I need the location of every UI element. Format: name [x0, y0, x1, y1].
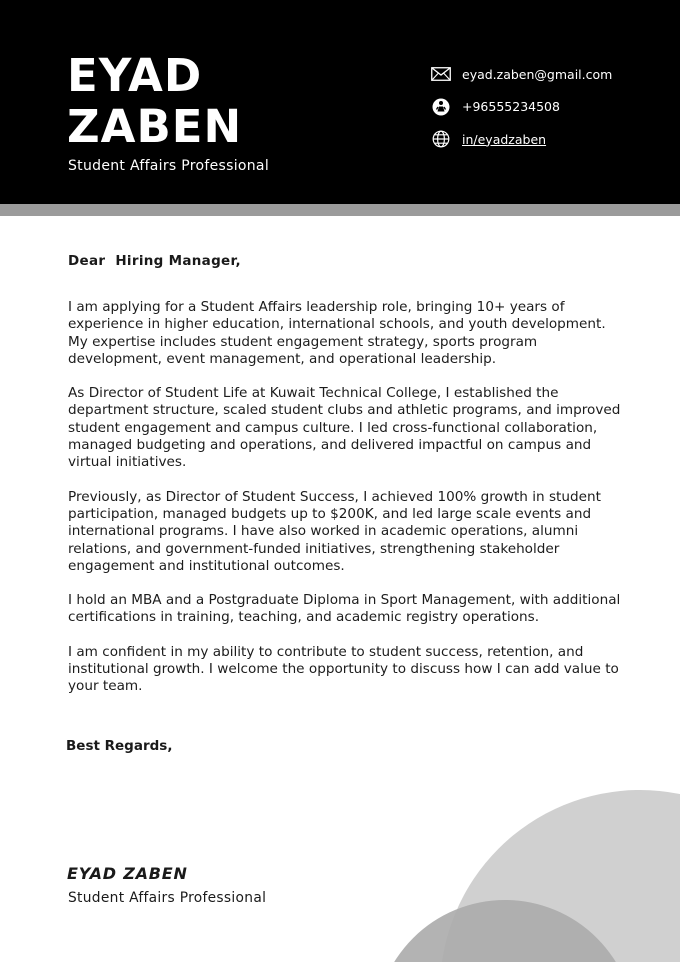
paragraph-4: I hold an MBA and a Postgraduate Diploma in Sport Management, with additional certifications in training, teaching, and academic registry operations.: [68, 592, 621, 626]
closing: Best Regards,: [66, 738, 173, 754]
envelope-icon: [431, 64, 451, 84]
decorative-circle-small: [375, 900, 635, 962]
contact-list: [431, 64, 612, 162]
globe-icon: [431, 129, 451, 149]
contact-linkedin-link[interactable]: in/eyadzaben: [462, 131, 547, 147]
salutation: Dear Hiring Manager,: [68, 253, 241, 269]
signature-name: EYAD ZABEN: [67, 864, 188, 883]
phone-person-icon: [431, 97, 451, 117]
name-line-2: ZABEN: [67, 100, 243, 153]
name-line-1: EYAD: [67, 49, 203, 102]
paragraph-5: I am confident in my ability to contribute to student success, retention, and institutional growth. I welcome the opportunity to discuss how I can add value to your team.: [68, 643, 619, 695]
header-stripe: [0, 204, 680, 216]
contact-phone[interactable]: [431, 97, 612, 117]
decorative-circle-large: [440, 790, 680, 962]
contact-phone-text: +96555234508: [462, 99, 560, 114]
letter-body: [68, 299, 628, 713]
contact-email-text: eyad.zaben@gmail.com: [462, 66, 613, 82]
contact-email[interactable]: [431, 64, 612, 84]
applicant-role: Student Affairs Professional: [68, 158, 270, 174]
contact-linkedin[interactable]: [431, 129, 612, 149]
applicant-name: [67, 50, 242, 152]
signature-role: Student Affairs Professional: [68, 890, 267, 906]
paragraph-2: As Director of Student Life at Kuwait Technical College, I established the department structure, scaled student clubs and athletic programs, and improved student engagement and campus culture. I led cross-functional collaboration, managed budgeting and operations, and delivered impactful on campus and virtual initiatives.: [68, 385, 621, 471]
paragraph-3: Previously, as Director of Student Success, I achieved 100% growth in student participation, managed budgets up to $200K, and led large scale events and international programs. I have also worked in academic operations, alumni relations, and government-funded initiatives, strengthening stakeholder engagement and institutional outcomes.: [68, 488, 601, 574]
paragraph-1: I am applying for a Student Affairs leadership role, bringing 10+ years of experience in higher education, international schools, and youth development. My expertise includes student engagement strategy, sports program development, event management, and operational leadership.: [68, 299, 606, 367]
